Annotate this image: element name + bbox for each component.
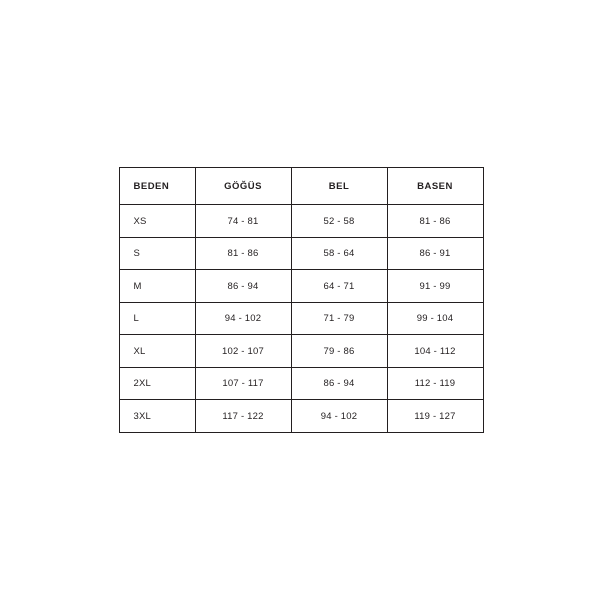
cell-gogus: 81 - 86 bbox=[195, 237, 291, 270]
column-header-basen: BASEN bbox=[387, 168, 483, 205]
cell-beden: S bbox=[119, 237, 195, 270]
table-header bbox=[119, 168, 483, 205]
table-header-row bbox=[119, 168, 483, 205]
cell-beden: XL bbox=[119, 335, 195, 368]
table-row bbox=[119, 335, 483, 368]
cell-beden: L bbox=[119, 302, 195, 335]
column-header-beden: BEDEN bbox=[119, 168, 195, 205]
cell-basen: 91 - 99 bbox=[387, 270, 483, 303]
cell-basen: 112 - 119 bbox=[387, 367, 483, 400]
cell-beden: XS bbox=[119, 205, 195, 238]
cell-gogus: 117 - 122 bbox=[195, 400, 291, 433]
cell-beden: 3XL bbox=[119, 400, 195, 433]
cell-basen: 104 - 112 bbox=[387, 335, 483, 368]
cell-bel: 71 - 79 bbox=[291, 302, 387, 335]
cell-bel: 64 - 71 bbox=[291, 270, 387, 303]
cell-basen: 119 - 127 bbox=[387, 400, 483, 433]
cell-basen: 99 - 104 bbox=[387, 302, 483, 335]
table-row bbox=[119, 237, 483, 270]
table-body bbox=[119, 205, 483, 433]
cell-beden: 2XL bbox=[119, 367, 195, 400]
cell-bel: 58 - 64 bbox=[291, 237, 387, 270]
table-row bbox=[119, 270, 483, 303]
cell-gogus: 107 - 117 bbox=[195, 367, 291, 400]
cell-basen: 81 - 86 bbox=[387, 205, 483, 238]
cell-bel: 52 - 58 bbox=[291, 205, 387, 238]
cell-beden: M bbox=[119, 270, 195, 303]
cell-gogus: 94 - 102 bbox=[195, 302, 291, 335]
cell-gogus: 86 - 94 bbox=[195, 270, 291, 303]
table-row bbox=[119, 400, 483, 433]
table-row bbox=[119, 367, 483, 400]
table-row bbox=[119, 302, 483, 335]
column-header-bel: BEL bbox=[291, 168, 387, 205]
cell-gogus: 74 - 81 bbox=[195, 205, 291, 238]
size-chart-table bbox=[119, 167, 484, 433]
column-header-gogus: GÖĞÜS bbox=[195, 168, 291, 205]
cell-bel: 86 - 94 bbox=[291, 367, 387, 400]
cell-bel: 79 - 86 bbox=[291, 335, 387, 368]
cell-gogus: 102 - 107 bbox=[195, 335, 291, 368]
cell-bel: 94 - 102 bbox=[291, 400, 387, 433]
cell-basen: 86 - 91 bbox=[387, 237, 483, 270]
table-row bbox=[119, 205, 483, 238]
